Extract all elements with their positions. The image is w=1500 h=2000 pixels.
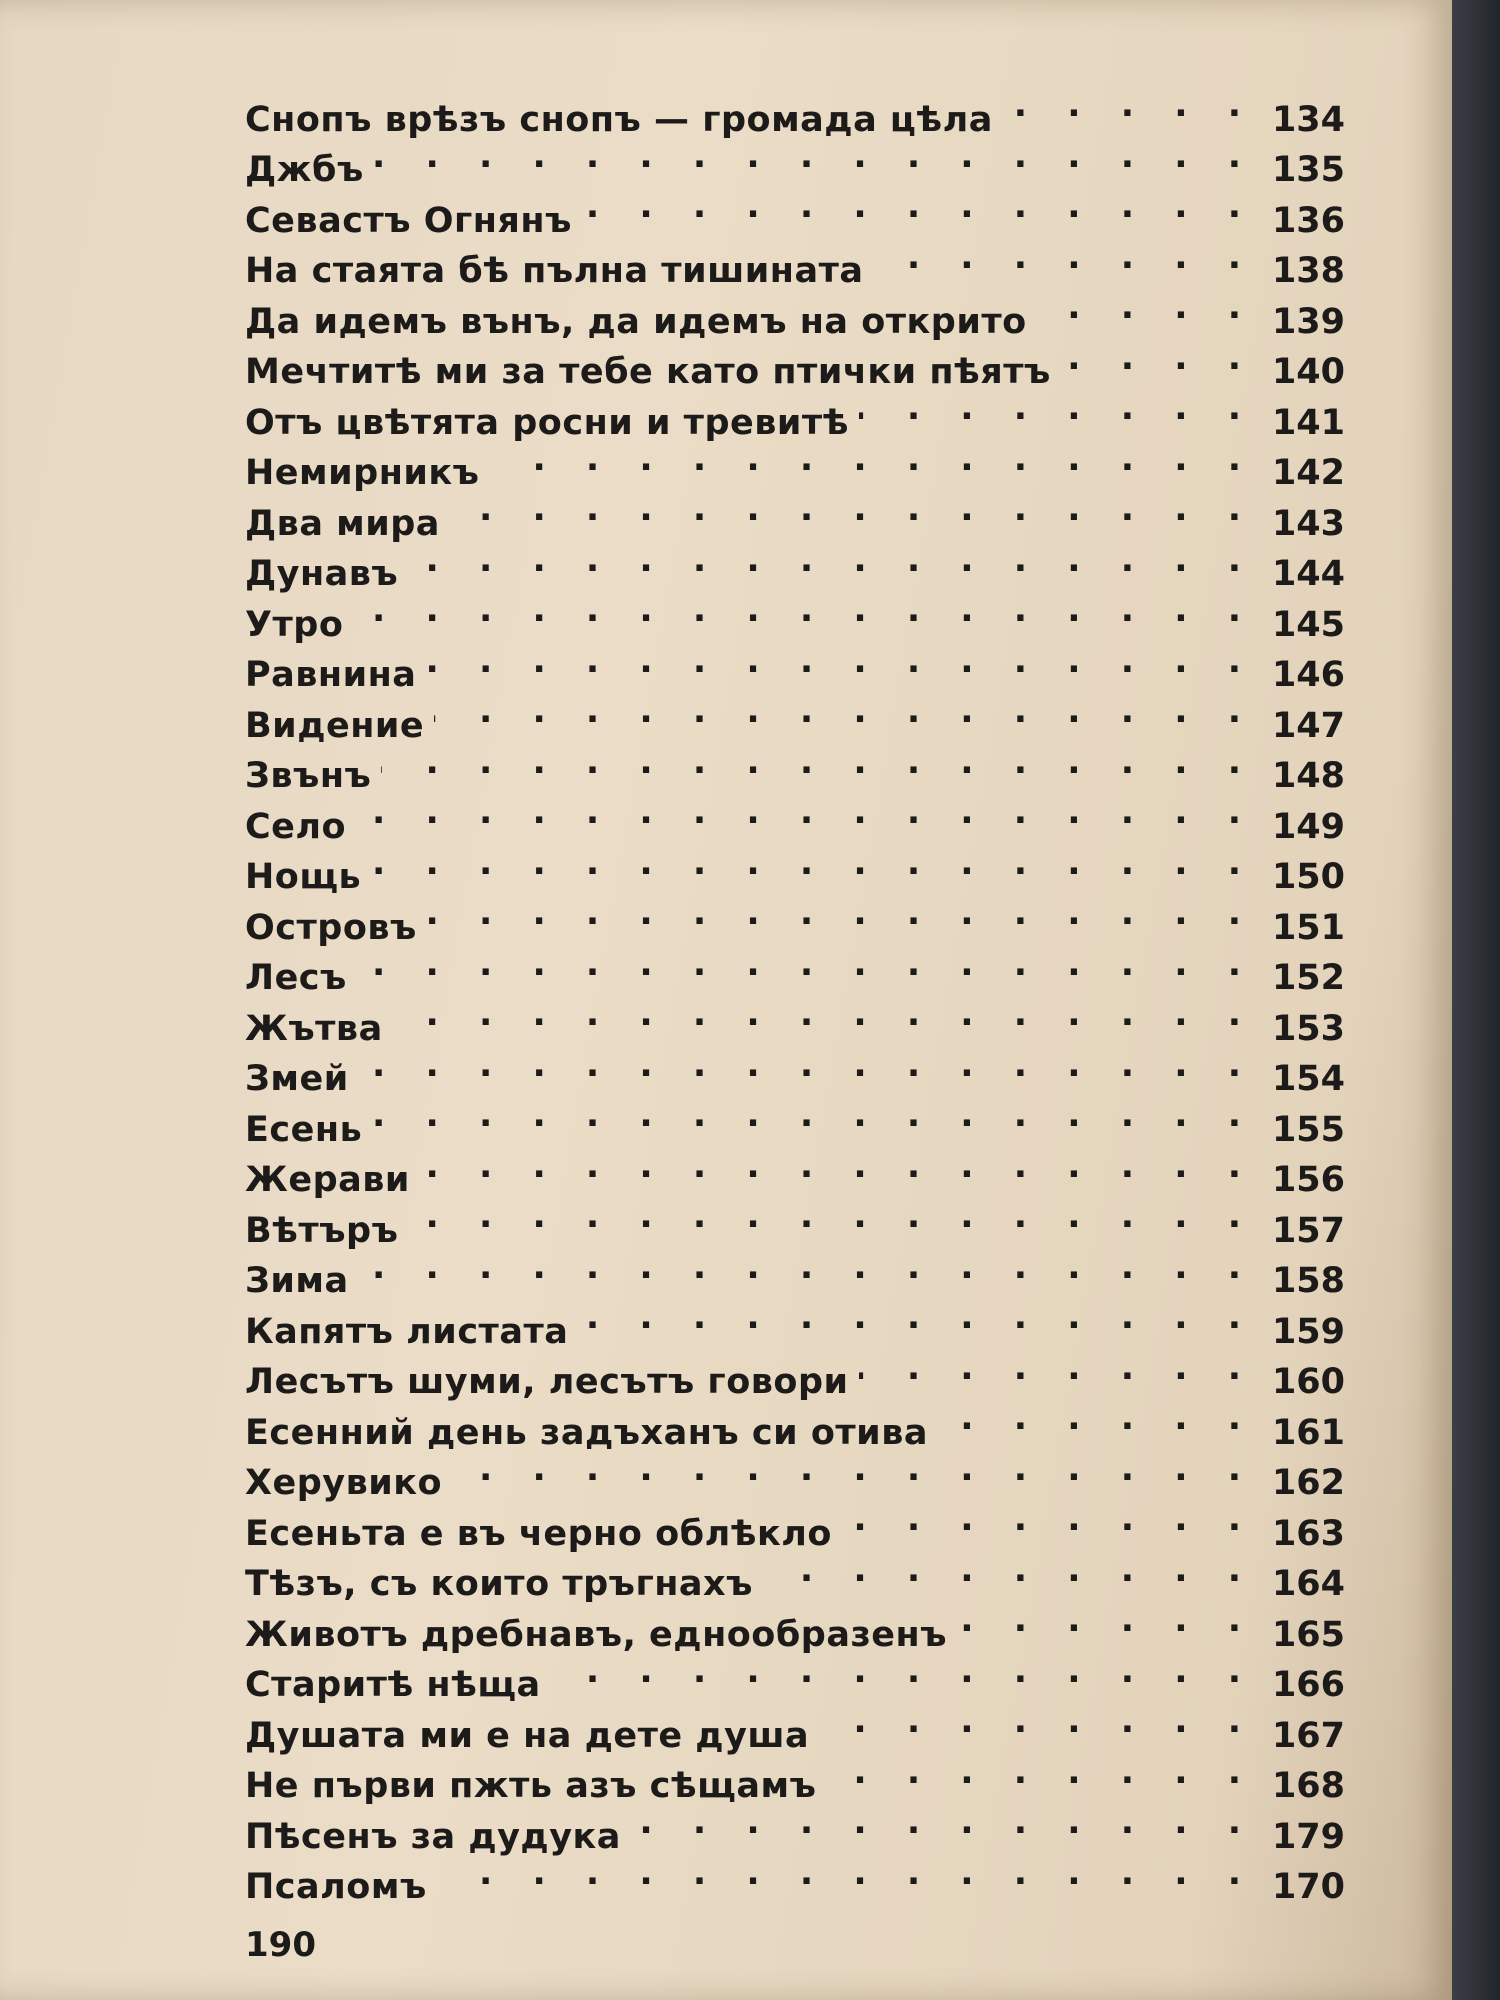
dot-leader: [408, 535, 1255, 586]
entry-title: Нощь: [245, 857, 362, 897]
entry-page-number: 162: [1271, 1463, 1345, 1503]
entry-title: Не първи пжть азъ сѣщамъ: [245, 1766, 817, 1806]
entry-title: Вѣтъръ: [245, 1210, 399, 1251]
entry-title: Пѣсенъ за дудука: [245, 1816, 621, 1857]
entry-page-number: 160: [1271, 1362, 1345, 1402]
page-number: 190: [245, 1925, 316, 1965]
dot-leader: [826, 1747, 1255, 1798]
entry-page-number: 157: [1271, 1210, 1345, 1251]
entry-page-number: 139: [1271, 301, 1345, 342]
toc-entry: [245, 131, 1345, 190]
entry-page-number: 155: [1271, 1109, 1345, 1150]
dot-leader: [582, 181, 1255, 232]
entry-page-number: 141: [1271, 402, 1345, 443]
entry-page-number: 143: [1271, 503, 1345, 544]
entry-title: Островъ: [245, 907, 417, 948]
entry-title: Дунавъ: [245, 554, 399, 594]
entry-page-number: 136: [1271, 200, 1345, 241]
entry-title: Жътва: [245, 1008, 383, 1049]
entry-page-number: 147: [1271, 705, 1345, 746]
dot-leader: [842, 1494, 1255, 1545]
dot-leader: [357, 939, 1255, 990]
dot-leader: [450, 484, 1255, 535]
toc-entry: [245, 181, 1345, 241]
dot-leader: [1061, 333, 1255, 384]
entry-page-number: 150: [1271, 857, 1345, 897]
entry-title: Старитѣ нѣща: [245, 1665, 541, 1705]
entry-page-number: 154: [1271, 1059, 1345, 1099]
toc-entry: [245, 1191, 1345, 1251]
toc-entry: [245, 80, 1345, 140]
entry-title: Видение: [245, 705, 425, 746]
toc-entry: [245, 1141, 1345, 1200]
dot-leader: [452, 1444, 1255, 1495]
entry-title: Севастъ Огнянъ: [245, 200, 572, 241]
dot-leader: [408, 1191, 1255, 1242]
dot-leader: [578, 1292, 1255, 1343]
entry-title: Два мира: [245, 503, 440, 544]
entry-title: Джбъ: [245, 150, 364, 190]
dot-leader: [938, 1393, 1255, 1444]
toc-entry: [245, 1090, 1345, 1150]
dot-leader: [356, 787, 1255, 838]
entry-page-number: 135: [1271, 150, 1345, 190]
dot-leader: [374, 131, 1255, 182]
entry-page-number: 138: [1271, 251, 1345, 291]
dot-leader: [551, 1646, 1255, 1697]
dot-leader: [359, 1242, 1255, 1293]
dot-leader: [1003, 80, 1255, 131]
toc-entry: [245, 737, 1345, 796]
dot-leader: [859, 383, 1255, 434]
entry-page-number: 140: [1271, 352, 1345, 392]
entry-title: Животъ дребнавъ, еднообразенъ: [245, 1614, 948, 1655]
entry-title: Равнина: [245, 655, 417, 695]
dot-leader: [372, 1090, 1255, 1141]
entry-title: Есень: [245, 1109, 363, 1150]
entry-page-number: 144: [1271, 554, 1345, 594]
entry-page-number: 146: [1271, 655, 1345, 695]
entry-page-number: 145: [1271, 604, 1345, 645]
dot-leader: [420, 1141, 1255, 1192]
entry-page-number: 166: [1271, 1665, 1345, 1705]
entry-title: Лесътъ шуми, лесътъ говори: [245, 1362, 849, 1402]
toc-entry: [245, 838, 1345, 897]
dot-leader: [381, 737, 1255, 788]
toc-entry: [245, 585, 1345, 645]
entry-page-number: 149: [1271, 806, 1345, 847]
entry-page-number: 152: [1271, 958, 1345, 998]
toc-entry: [245, 636, 1345, 695]
toc-entry: [245, 888, 1345, 948]
entry-page-number: 156: [1271, 1160, 1345, 1200]
entry-page-number: 161: [1271, 1412, 1345, 1453]
entry-page-number: 148: [1271, 756, 1345, 796]
dot-leader: [859, 1343, 1255, 1394]
entry-title: Душата ми е на дете душа: [245, 1715, 810, 1756]
entry-page-number: 151: [1271, 907, 1345, 948]
toc-entry: [245, 1292, 1345, 1352]
dot-leader: [489, 434, 1255, 485]
dot-leader: [819, 1696, 1255, 1747]
entry-page-number: 163: [1271, 1513, 1345, 1554]
entry-page-number: 159: [1271, 1311, 1345, 1352]
entry-title: Немирникъ: [245, 453, 480, 493]
entry-title: Тѣзъ, съ които тръгнахъ: [245, 1564, 753, 1604]
dot-leader: [957, 1595, 1255, 1646]
dot-leader: [426, 636, 1255, 687]
entry-page-number: 179: [1271, 1816, 1345, 1857]
entry-page-number: 167: [1271, 1715, 1345, 1756]
entry-page-number: 168: [1271, 1766, 1345, 1806]
entry-title: Да идемъ вънъ, да идемъ на открито: [245, 301, 1027, 342]
dot-leader: [874, 232, 1256, 283]
entry-title: На стаята бѣ пълна тишината: [245, 251, 864, 291]
dot-leader: [359, 1040, 1255, 1091]
entry-title: Утро: [245, 604, 344, 645]
dot-leader: [393, 989, 1255, 1040]
entry-title: Отъ цвѣтята росни и тревитѣ: [245, 402, 849, 443]
entry-title: Жерави: [245, 1160, 410, 1200]
toc-entry: [245, 787, 1345, 847]
entry-title: Село: [245, 806, 347, 847]
dot-leader: [763, 1545, 1255, 1596]
entry-page-number: 158: [1271, 1261, 1345, 1301]
toc-entry: [245, 1040, 1345, 1099]
entry-page-number: 165: [1271, 1614, 1345, 1655]
dot-leader: [434, 686, 1255, 737]
entry-page-number: 170: [1271, 1867, 1345, 1907]
dot-leader: [437, 1848, 1255, 1899]
entry-title: Мечтитѣ ми за тебе като птички пѣятъ: [245, 352, 1051, 392]
entry-title: Есеньта е въ черно облѣкло: [245, 1513, 832, 1554]
dot-leader: [427, 888, 1255, 939]
toc-entry: [245, 989, 1345, 1049]
toc-entry: [245, 939, 1345, 998]
entry-title: Псаломъ: [245, 1867, 427, 1907]
entry-page-number: 153: [1271, 1008, 1345, 1049]
entry-title: Зима: [245, 1261, 349, 1301]
entry-title: Капятъ листата: [245, 1311, 569, 1352]
dot-leader: [371, 838, 1255, 889]
toc-entry: [245, 535, 1345, 594]
dot-leader: [353, 585, 1255, 636]
toc-entry: [245, 1242, 1345, 1301]
dot-leader: [631, 1797, 1255, 1848]
entry-page-number: 164: [1271, 1564, 1345, 1604]
entry-title: Змей: [245, 1059, 349, 1099]
entry-title: Херувико: [245, 1463, 443, 1503]
dot-leader: [1037, 282, 1255, 333]
entry-page-number: 134: [1271, 99, 1345, 140]
entry-title: Лесъ: [245, 958, 347, 998]
entry-title: Снопъ врѣзъ снопъ — громада цѣла: [245, 99, 993, 140]
background-edge: [1452, 0, 1500, 2000]
table-of-contents: [245, 80, 1345, 1907]
entry-page-number: 142: [1271, 453, 1345, 493]
entry-title: Есенний день задъханъ си отива: [245, 1412, 928, 1453]
entry-title: Звънъ: [245, 756, 372, 796]
